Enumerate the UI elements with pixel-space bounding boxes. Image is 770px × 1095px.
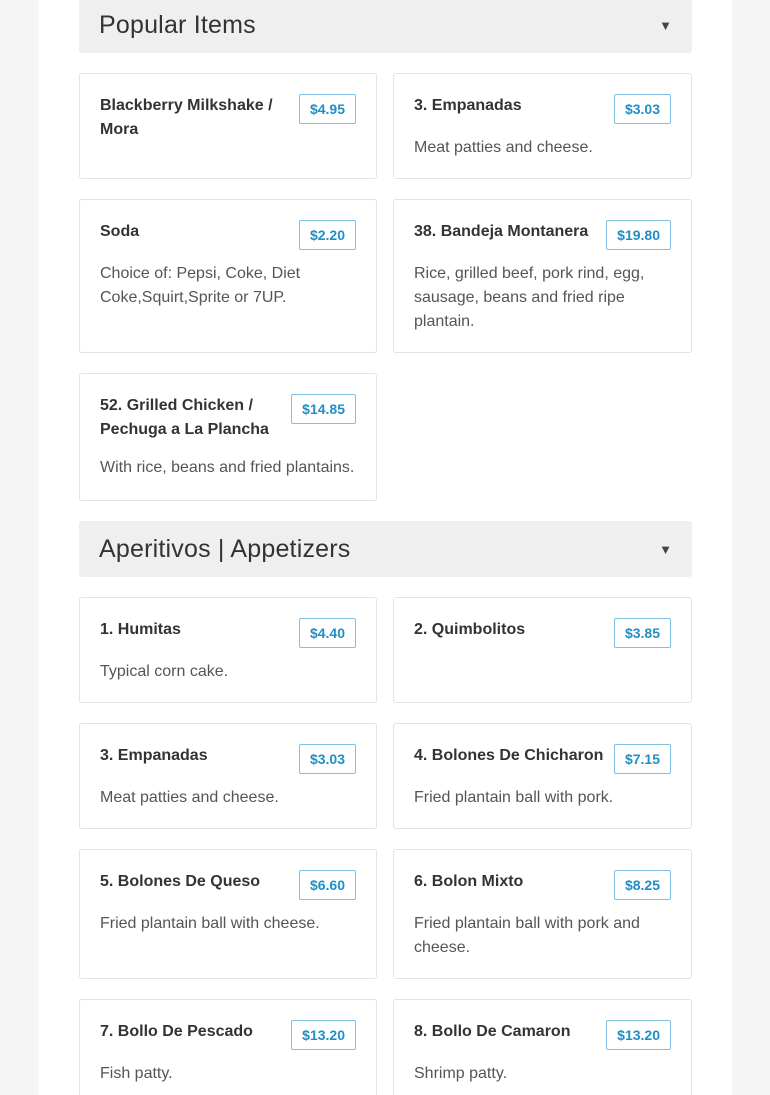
item-name: 3. Empanadas bbox=[414, 97, 522, 114]
item-name: 6. Bolon Mixto bbox=[414, 873, 524, 890]
caret-down-icon: ▼ bbox=[659, 17, 672, 33]
item-name: 5. Bolones De Queso bbox=[100, 873, 261, 890]
item-description: With rice, beans and fried plantains. bbox=[100, 459, 355, 476]
price-badge: $13.20 bbox=[606, 1020, 671, 1050]
item-name: 52. Grilled Chicken / Pechuga a La Plancha bbox=[100, 397, 269, 438]
price-badge: $13.20 bbox=[291, 1020, 356, 1050]
section-header-appetizers[interactable] bbox=[79, 521, 692, 577]
item-name: 1. Humitas bbox=[100, 621, 181, 638]
item-name: 4. Bolones De Chicharon bbox=[414, 747, 604, 764]
item-description: Fried plantain ball with pork. bbox=[414, 789, 614, 806]
item-description: Meat patties and cheese. bbox=[100, 789, 279, 806]
menu-item-card[interactable] bbox=[79, 597, 377, 703]
price-badge: $19.80 bbox=[606, 220, 671, 250]
menu-item-card[interactable] bbox=[393, 999, 692, 1095]
item-name: 7. Bollo De Pescado bbox=[100, 1023, 253, 1040]
caret-down-icon: ▼ bbox=[659, 541, 672, 557]
price-badge: $2.20 bbox=[299, 220, 356, 250]
menu-item-card[interactable] bbox=[79, 723, 377, 829]
menu-item-card[interactable] bbox=[79, 999, 377, 1095]
item-name: 2. Quimbolitos bbox=[414, 621, 526, 638]
item-description: Fried plantain ball with cheese. bbox=[100, 915, 320, 932]
item-description: Meat patties and cheese. bbox=[414, 139, 593, 156]
price-badge: $3.03 bbox=[614, 94, 671, 124]
price-badge: $3.03 bbox=[299, 744, 356, 774]
price-badge: $3.85 bbox=[614, 618, 671, 648]
price-badge: $8.25 bbox=[614, 870, 671, 900]
item-description: Fried plantain ball with pork and cheese. bbox=[414, 915, 640, 956]
item-name: 38. Bandeja Montanera bbox=[414, 223, 589, 240]
item-name: 3. Empanadas bbox=[100, 747, 208, 764]
menu-item-card[interactable] bbox=[79, 199, 377, 353]
menu-item-card[interactable] bbox=[79, 373, 377, 501]
menu-item-card[interactable] bbox=[393, 597, 692, 703]
menu-item-card[interactable] bbox=[393, 199, 692, 353]
item-name: Soda bbox=[100, 223, 140, 240]
section-title: Aperitivos | Appetizers bbox=[99, 534, 351, 563]
item-description: Typical corn cake. bbox=[100, 663, 229, 680]
menu-item-card[interactable] bbox=[79, 73, 377, 179]
item-description: Choice of: Pepsi, Coke, Diet Coke,Squirt,Sprite or 7UP. bbox=[100, 265, 301, 306]
item-name: Blackberry Milkshake / Mora bbox=[100, 97, 273, 138]
item-description: Shrimp patty. bbox=[414, 1065, 508, 1082]
menu-item-card[interactable] bbox=[393, 723, 692, 829]
price-badge: $4.40 bbox=[299, 618, 356, 648]
item-description: Rice, grilled beef, pork rind, egg, sausage, beans and fried ripe plantain. bbox=[414, 265, 645, 330]
section-title: Popular Items bbox=[99, 10, 256, 39]
price-badge: $14.85 bbox=[291, 394, 356, 424]
item-name: 8. Bollo De Camaron bbox=[414, 1023, 571, 1040]
menu-item-card[interactable] bbox=[79, 849, 377, 979]
price-badge: $6.60 bbox=[299, 870, 356, 900]
menu-item-card[interactable] bbox=[393, 849, 692, 979]
section-header-popular-items[interactable] bbox=[79, 0, 692, 53]
price-badge: $4.95 bbox=[299, 94, 356, 124]
item-description: Fish patty. bbox=[100, 1065, 173, 1082]
menu-item-card[interactable] bbox=[393, 73, 692, 179]
price-badge: $7.15 bbox=[614, 744, 671, 774]
